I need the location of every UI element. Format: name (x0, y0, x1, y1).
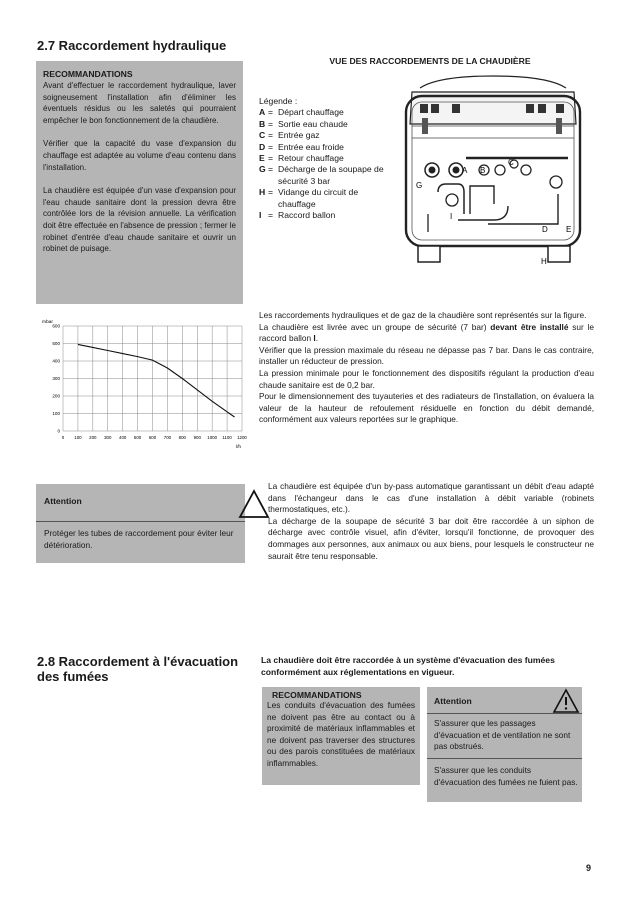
label-c: C (508, 158, 514, 167)
label-b: B (480, 166, 486, 175)
chart-xlabel: l/h (236, 445, 242, 450)
pressure-paragraph-2: La chaudière est livrée avec un groupe de sécurité (7 bar) devant être installé sur le raccord ballon I. (259, 321, 595, 344)
chart-x-tick-label: 600 (148, 435, 157, 440)
legend-item-h: H = Vidange du circuit de chauffage (259, 187, 359, 209)
figure-title: VUE DES RACCORDEMENTS DE LA CHAUDIÈRE (329, 56, 531, 66)
legend-item-g: G = Décharge de la soupape de sécurité 3 bar (259, 164, 384, 186)
legend-item-d: D = Entrée eau froide (259, 141, 344, 152)
bypass-paragraph-2: La décharge de la soupape de sécurité 3 bar doit être raccordée à un siphon de décharge avec contrôle visuel, afin d'éviter, lorsqu'il fonctionne, de provoquer des dommages aux personnes, aux animaux ou aux biens, pour lesquels le constructeur ne saurait être tenu responsable. (268, 515, 594, 561)
pressure-paragraph-3: Vérifier que la pression maximale du réseau ne dépasse pas 7 bar. Dans le cas contraire, installer un réducteur de pression. (259, 344, 594, 367)
pressure-paragraph-5: Pour le dimensionnement des tuyauteries et des radiateurs de l'installation, on évaluera la valeur de la hauteur de refoulement résiduelle en fonction du débit demandé, conformément aux valeurs reportées sur le graphique. (259, 391, 594, 425)
pressure-flow-chart (36, 314, 248, 452)
chart-ticks (52, 324, 247, 440)
chart-x-tick-label: 700 (163, 435, 172, 440)
legend-title: Légende : (259, 96, 298, 106)
section-title-2-7: 2.7 Raccordement hydraulique (37, 38, 227, 53)
attention-text-2a: S'assurer que les passages d'évacuation et de ventilation ne sont pas obstrués. (434, 718, 571, 752)
legend-item-i: I = Raccord ballon (259, 210, 336, 221)
pressure-paragraph-1: Les raccordements hydrauliques et de gaz de la chaudière sont représentés sur la figure. (259, 310, 587, 320)
attention-text-1: Protéger les tubes de raccordement pour éviter leur détérioration. (44, 528, 234, 550)
pressure-paragraph-4: La pression minimale pour le fonctionnement des dispositifs régulant la production d'eau chaude sanitaire est de 0,2 bar. (259, 367, 594, 390)
chart-x-tick-label: 400 (119, 435, 127, 440)
chart-y-tick-label: 100 (52, 411, 60, 417)
legend-item-b: B = Sortie eau chaude (259, 118, 348, 129)
chart-series-line (78, 344, 235, 417)
recommendation-paragraph-2: Vérifier que la capacité du vase d'expansion du chauffage est adaptée au volume d'eau contenu dans l'installation. (43, 139, 236, 172)
chart-y-tick-label: 0 (57, 428, 60, 434)
recommendation-paragraph-1: Avant d'effectuer le raccordement hydraulique, laver soigneusement l'installation afin d'éliminer les éventuels résidus ou les saletés qui pourraient empêcher le bon fonctionnement de la chaudière. (43, 81, 236, 125)
warning-exclamation-icon (552, 687, 580, 715)
attention-box-2 (427, 687, 582, 802)
recommendation-paragraph-3: La chaudière est équipée d'un vase d'expansion pour l'eau chaude sanitaire dont la pression devra être contrôlée lors de la révision annuelle. La vérification doit être effectuée en l'absence de pression ; fermer le robinet d'entrée d'eau chaude sanitaire et ouvrir un robinet de puisage. (43, 186, 236, 254)
attention-text-2b: S'assurer que les conduits d'évacuation des fumées ne fuient pas. (434, 765, 578, 787)
recommendations-title: RECOMMANDATIONS (43, 69, 133, 79)
fumes-recommendations-text: Les conduits d'évacuation des fumées ne doivent pas être au contact ou à proximité de matériaux inflammables et ne doivent pas traverser des structures ou des parois constituées de matériaux inflammables. (267, 700, 415, 768)
fumes-intro: La chaudière doit être raccordée à un système d'évacuation des fumées conformément aux réglementations en vigueur. (261, 655, 555, 677)
chart-y-tick-label: 500 (52, 341, 60, 347)
attention-box-1 (36, 484, 245, 563)
chart-grid (63, 326, 242, 431)
bypass-paragraph-1: La chaudière est équipée d'un by-pass automatique garantissant un débit d'eau adapté dans l'échangeur dans le cas d'une installation à débit variable (robinets thermostatiques, etc.). (268, 481, 594, 515)
chart-x-tick-label: 500 (133, 435, 142, 440)
label-e: E (566, 225, 572, 234)
fumes-recommendations-title: RECOMMANDATIONS (272, 690, 362, 700)
label-d: D (542, 225, 548, 234)
attention-title-1: Attention (44, 496, 82, 506)
chart-y-tick-label: 600 (52, 323, 60, 329)
chart-x-tick-label: 0 (61, 435, 65, 440)
chart-y-tick-label: 200 (52, 393, 60, 399)
chart-x-tick-label: 1200 (237, 435, 247, 440)
chart-x-tick-label: 800 (178, 435, 186, 440)
label-g: G (416, 181, 423, 190)
chart-y-tick-label: 300 (52, 376, 60, 382)
warning-icon (237, 488, 271, 520)
bypass-text (268, 481, 594, 562)
pressure-text (259, 310, 594, 426)
section-title-2-8: 2.8 Raccordement à l'évacuation des fumées (37, 654, 239, 684)
chart-x-tick-label: 900 (193, 435, 201, 440)
label-a: A (462, 166, 468, 175)
attention-title-2: Attention (434, 696, 472, 706)
chart-x-tick-label: 300 (104, 435, 112, 440)
boiler-connections-drawing (398, 74, 588, 270)
chart-x-tick-label: 100 (74, 435, 82, 440)
legend-item-c: C = Entrée gaz (259, 130, 320, 141)
page-number: 9 (586, 863, 592, 873)
chart-x-tick-label: 1100 (222, 435, 232, 440)
label-i: I (450, 212, 453, 221)
chart-ylabel: mbar (42, 320, 53, 325)
legend-item-a: A = Départ chauffage (259, 107, 344, 118)
label-h: H (541, 257, 547, 266)
legend-item-e: E = Retour chauffage (259, 153, 344, 164)
figure-legend (259, 96, 399, 221)
chart-y-tick-label: 400 (52, 358, 60, 364)
fumes-recommendations-box (262, 687, 420, 785)
recommendations-box (36, 61, 243, 304)
chart-x-tick-label: 1000 (207, 435, 218, 440)
chart-x-tick-label: 200 (89, 435, 97, 440)
